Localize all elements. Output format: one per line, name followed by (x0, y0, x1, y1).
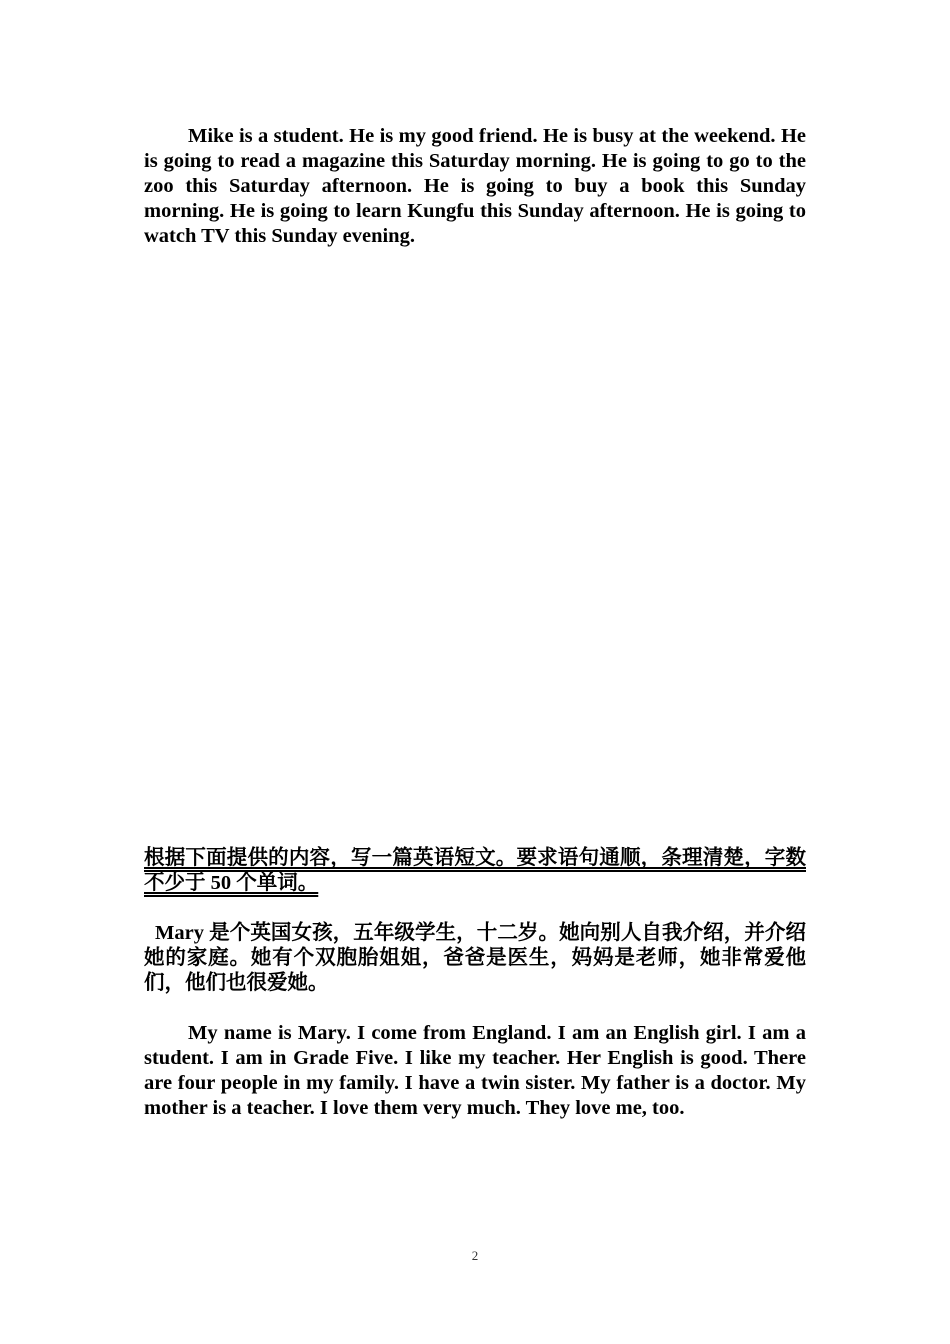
page-number: 2 (471, 1248, 479, 1263)
mary-prompt-paragraph: Mary 是个英国女孩，五年级学生，十二岁。她向别人自我介绍，并介绍她的家庭。她有个双胞胎姐姐，爸爸是医生，妈妈是老师，她非常爱他们，他们也很爱她。 (144, 922, 806, 994)
mike-essay-paragraph: Mike is a student. He is my good friend. He is busy at the weekend. He is going to read a magazine this Saturday morning. He is going to go to the zoo this Saturday afternoon. He is going to buy a book this Sunday morning. He is going to learn Kungfu this Sunday afternoon. He is going to watch TV this Sunday evening. (144, 125, 806, 247)
writing-task-instruction: 根据下面提供的内容，写一篇英语短文。要求语句通顺，条理清楚，字数不少于 50 个单词。 (144, 847, 806, 894)
mary-essay-paragraph: My name is Mary. I come from England. I am an English girl. I am a student. I am in Grade Five. I like my teacher. Her English is good. There are four people in my family. I have a twin sister. My father is a doctor. My mother is a teacher. I love them very much. They love me, too. (144, 1022, 806, 1119)
